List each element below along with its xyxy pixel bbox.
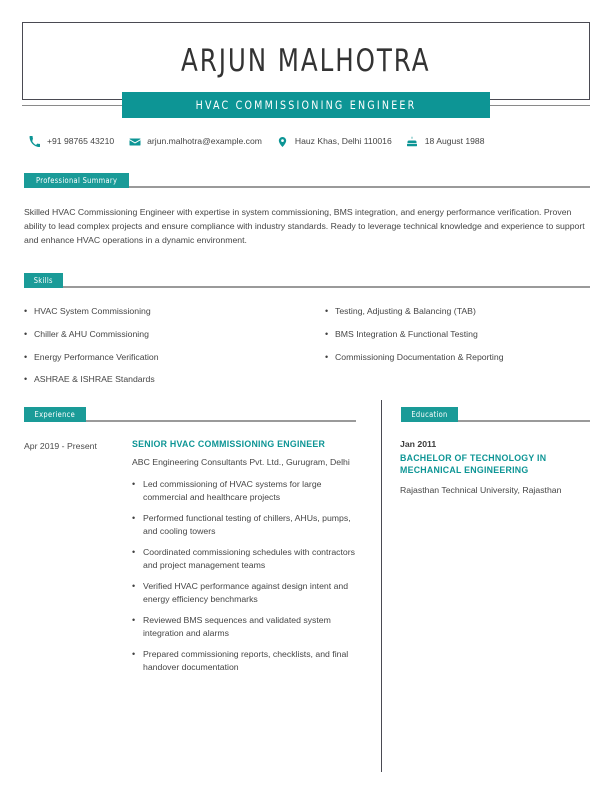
section-tab-education [401, 407, 458, 422]
experience-entry [24, 438, 364, 682]
list-item [24, 306, 307, 317]
list-item [24, 352, 307, 363]
experience-bullets [132, 478, 364, 675]
list-item [132, 546, 364, 573]
contact-row [28, 135, 588, 148]
skills-column-right [307, 306, 590, 397]
skill-label: ASHRAE & ISHRAE Standards [34, 374, 155, 385]
skills-list [24, 306, 590, 397]
bullet-icon: • [132, 580, 136, 591]
name-header-box [22, 22, 590, 100]
skill-label: Testing, Adjusting & Balancing (TAB) [335, 306, 476, 316]
list-item [132, 478, 364, 505]
experience-bullet-text: Performed functional testing of chillers, AHUs, pumps, and cooling towers [143, 512, 351, 537]
contact-phone-text: +91 98765 43210 [47, 136, 115, 147]
education-entry [400, 438, 590, 498]
bullet-icon: • [132, 478, 136, 489]
section-title-skills: Skills [33, 276, 53, 285]
list-item [325, 329, 590, 340]
section-header-summary [24, 173, 590, 188]
experience-details [132, 438, 364, 682]
education-degree: BACHELOR OF TECHNOLOGY IN MECHANICAL ENGINEERING [400, 452, 547, 476]
section-underline [24, 286, 590, 288]
birthday-cake-icon [406, 135, 419, 148]
contact-location-text: Hauz Khas, Delhi 110016 [294, 136, 392, 147]
skill-label: BMS Integration & Functional Testing [335, 328, 478, 339]
bullet-icon: • [132, 512, 136, 523]
experience-company: ABC Engineering Consultants Pvt. Ltd., Gurugram, Delhi [132, 456, 350, 467]
experience-bullet-text: Reviewed BMS sequences and validated system integration and alarms [143, 614, 331, 639]
list-item [132, 614, 364, 641]
section-header-experience [24, 407, 356, 422]
education-school: Rajasthan Technical University, Rajasthan [400, 485, 562, 496]
experience-role: SENIOR HVAC COMMISSIONING ENGINEER [132, 439, 326, 449]
experience-bullet-text: Prepared commissioning reports, checklists, and final handover documentation [143, 648, 349, 673]
contact-birthday-text: 18 August 1988 [424, 136, 485, 147]
candidate-name: ARJUN MALHOTRA [181, 43, 431, 79]
contact-location [276, 135, 392, 148]
job-title-band [122, 92, 490, 118]
list-item [132, 580, 364, 607]
experience-bullet-text: Coordinated commissioning schedules with contractors and project management teams [143, 546, 355, 571]
section-header-skills [24, 273, 590, 288]
section-title-education: Education [411, 410, 448, 419]
contact-email-text: arjun.malhotra@example.com [147, 136, 262, 147]
email-icon [128, 135, 141, 148]
bullet-icon: • [24, 306, 28, 316]
bullet-icon: • [325, 306, 329, 316]
experience-bullet-text: Verified HVAC performance against design intent and energy efficiency benchmarks [143, 580, 349, 605]
education-date: Jan 2011 [400, 439, 437, 449]
list-item [325, 352, 590, 363]
list-item [132, 512, 364, 539]
job-title: HVAC COMMISSIONING ENGINEER [195, 98, 417, 112]
section-header-education [401, 407, 590, 422]
section-tab-summary [24, 173, 129, 188]
skill-label: Commissioning Documentation & Reporting [335, 351, 504, 362]
location-pin-icon [276, 135, 289, 148]
skill-label: Chiller & AHU Commissioning [34, 328, 149, 339]
column-divider [381, 400, 382, 772]
list-item [325, 306, 590, 317]
list-item [132, 648, 364, 675]
section-tab-experience [24, 407, 86, 422]
summary-text: Skilled HVAC Commissioning Engineer with expertise in system commissioning, BMS integration, and energy performance verification. Proven ability to lead complex projects and ensure compliance with industry standards. Ready to leverage technical knowledge and experience to support and enhance HVAC operations in a dynamic environment. [24, 207, 585, 246]
education-list [400, 438, 590, 498]
skill-label: HVAC System Commissioning [34, 306, 151, 316]
bullet-icon: • [132, 546, 136, 557]
phone-icon [28, 135, 41, 148]
skills-column-left [24, 306, 307, 397]
list-item [24, 374, 307, 385]
bullet-icon: • [132, 648, 136, 659]
section-tab-skills [24, 273, 63, 288]
section-title-summary: Professional Summary [36, 176, 118, 185]
list-item [24, 329, 307, 340]
contact-phone [28, 135, 114, 148]
skill-label: Energy Performance Verification [34, 351, 159, 362]
bullet-icon: • [24, 351, 28, 362]
experience-bullet-text: Led commissioning of HVAC systems for large commercial and healthcare projects [143, 478, 322, 503]
contact-birthday [406, 135, 485, 148]
experience-date: Apr 2019 - Present [24, 441, 97, 451]
bullet-icon: • [24, 374, 28, 385]
experience-list [24, 438, 364, 682]
bullet-icon: • [325, 328, 329, 339]
bullet-icon: • [132, 614, 136, 625]
bullet-icon: • [24, 328, 28, 339]
contact-email [128, 135, 262, 148]
section-title-experience: Experience [34, 410, 76, 419]
bullet-icon: • [325, 351, 329, 362]
